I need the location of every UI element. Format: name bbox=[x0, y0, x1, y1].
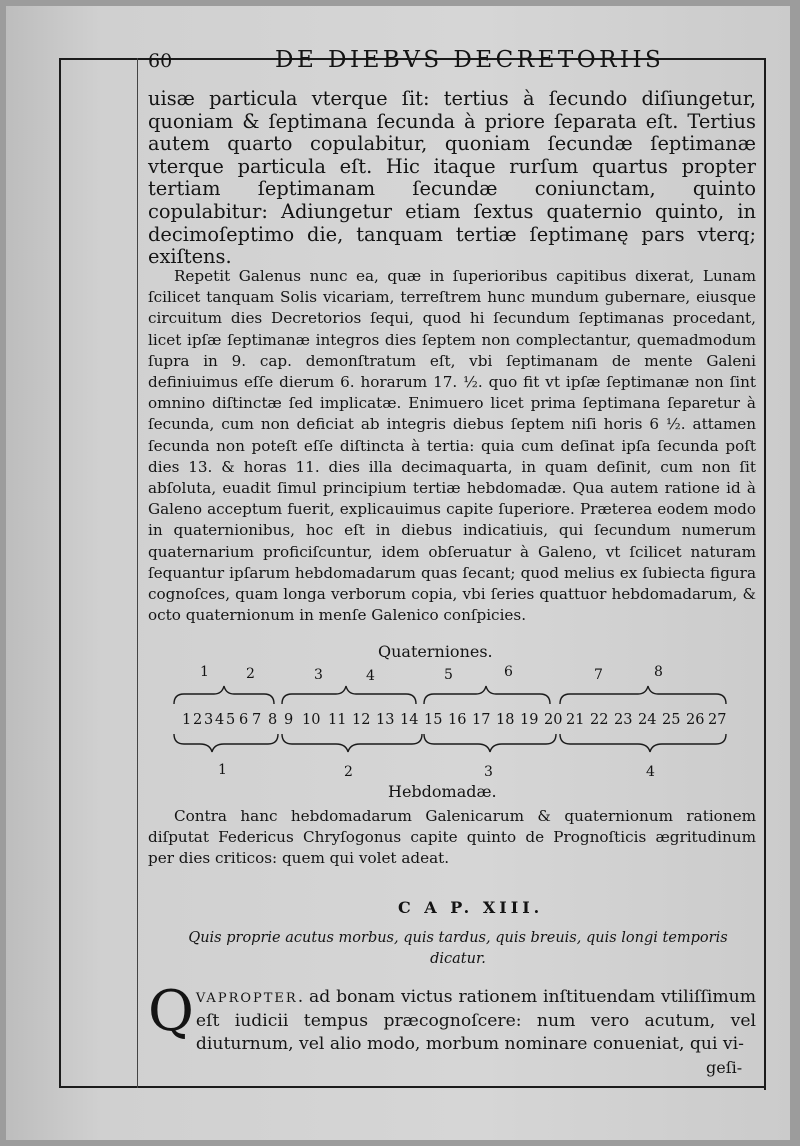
paragraph-3-text: Contra hanc hebdomadarum Galenicarum & quaternionum rationem diſputat Federicus Chryſogonus capite quinto de Prognoſticis ægritudinum per dies criticos: quem qui volet adeat. bbox=[148, 807, 756, 867]
quaternion-number: 1 bbox=[200, 664, 209, 680]
day-number: 6 bbox=[239, 712, 249, 728]
upper-brace-2 bbox=[282, 686, 416, 704]
day-number: 7 bbox=[252, 712, 262, 728]
day-number: 18 bbox=[496, 712, 515, 728]
day-number: 25 bbox=[662, 712, 681, 728]
day-number: 5 bbox=[226, 712, 236, 728]
day-number: 3 bbox=[204, 712, 214, 728]
quaternion-number: 7 bbox=[594, 667, 603, 683]
paragraph-2 bbox=[148, 266, 756, 626]
quaternion-number: 2 bbox=[246, 666, 255, 682]
lower-brace-1 bbox=[174, 734, 278, 752]
hebdomad-number: 3 bbox=[484, 764, 493, 780]
chapter-subheading: Quis proprie acutus morbus, quis tardus, quis breuis, quis longi temporis dicatur. bbox=[188, 930, 728, 967]
day-number: 15 bbox=[424, 712, 443, 728]
day-number: 10 bbox=[302, 712, 321, 728]
bottom-rule bbox=[59, 1086, 766, 1088]
quaternion-number: 8 bbox=[654, 664, 663, 680]
quaternion-number: 5 bbox=[444, 667, 453, 683]
day-number: 12 bbox=[352, 712, 371, 728]
hebdomad-number: 1 bbox=[218, 762, 227, 778]
upper-brace-1 bbox=[174, 686, 274, 704]
running-title: DE DIEBVS DECRETORIIS bbox=[275, 47, 665, 73]
day-number: 8 bbox=[268, 712, 278, 728]
opening-word: VAPROPTER bbox=[195, 991, 298, 1006]
day-number: 21 bbox=[566, 712, 585, 728]
upper-brace-3 bbox=[424, 686, 550, 704]
paragraph-3 bbox=[148, 806, 756, 869]
paragraph-1-text: uisæ particula vterque ſit: tertius à ſecundo diſiungetur, quoniam & ſeptimana ſecunda à priore ſeparata eſt. Tertius autem quarto copulabitur, quoniam ſecundæ ſeptimanæ vterque particula eſt. Hic itaque rurſum quartus propter tertiam ſeptimanam ſecundæ coniunctam, quinto copulabitur: Adiungetur etiam ſextus quaternio quinto, in decimoſeptimo die, tanquam tertiæ ſeptimanę pars vterq; exiſtens. bbox=[148, 87, 756, 269]
hebdomad-number: 4 bbox=[646, 764, 655, 780]
quaternion-number: 4 bbox=[366, 668, 375, 684]
catchword: geſi- bbox=[706, 1058, 743, 1077]
right-margin-rule bbox=[764, 60, 766, 1090]
hebdomad-number: 2 bbox=[344, 764, 353, 780]
day-number: 1 bbox=[182, 712, 192, 728]
day-number: 19 bbox=[520, 712, 539, 728]
paragraph-4 bbox=[148, 979, 756, 1056]
day-number: 27 bbox=[708, 712, 727, 728]
day-number: 4 bbox=[215, 712, 225, 728]
day-number: 16 bbox=[448, 712, 467, 728]
day-number: 14 bbox=[400, 712, 419, 728]
quaternion-number: 3 bbox=[314, 667, 323, 683]
day-number: 26 bbox=[686, 712, 705, 728]
chapter-heading: C A P. XIII. bbox=[398, 898, 544, 917]
day-number: 20 bbox=[544, 712, 563, 728]
drop-capital: Q bbox=[148, 979, 194, 1044]
lower-brace-3 bbox=[424, 734, 556, 752]
paragraph-1 bbox=[148, 88, 756, 269]
hebdomadae-label: Hebdomadæ. bbox=[388, 782, 497, 801]
quaternion-hebdomad-diagram bbox=[160, 664, 760, 784]
day-number: 11 bbox=[328, 712, 347, 728]
paragraph-4-text: . ad bonam victus rationem inſtituendam vtiliſſimum eſt iudicii tempus præcognoſcere: num vero acutum, vel diuturnum, vel alio modo, morbum nominare conueniat, qui vi- bbox=[195, 987, 756, 1054]
day-number: 22 bbox=[590, 712, 609, 728]
quaternion-number: 6 bbox=[504, 664, 513, 680]
lower-brace-2 bbox=[282, 734, 422, 752]
left-margin-rule bbox=[59, 58, 61, 1088]
paragraph-2-text: Repetit Galenus nunc ea, quæ in ſuperioribus capitibus dixerat, Lunam ſcilicet tanquam Solis vicariam, terreſtrem hunc mundum gubernare, eiusque circuitum dies Decretorios ſequi, quod hi ſecundum ſeptimanas procedant, licet ipſæ ſeptimanæ integros dies ſeptem non complectantur, quemadmodum ſupra in 9. cap. demonſtratum eſt, vbi ſeptimanam de mente Galeni definiuimus eſſe dierum 6. horarum 17. ½. quo fit vt ipſæ ſeptimanæ non ſint omnino diſtinctæ ſed implicatæ. Enimuero licet prima ſeptimana ſeparetur à ſecunda, cum non deficiat ab integris diebus ſeptem niſi horis 6 ½. attamen ſecunda non poteſt eſſe diſtincta à tertia: quia cum deſinat ipſa ſecunda poſt dies 13. & horas 11. dies illa decimaquarta, in quam deſinit, cum non ſit abſoluta, euadit ſimul principium tertiæ hebdomadæ. Qua autem ratione id à Galeno acceptum fuerit, explicauimus capite ſuperiore. Præterea eodem modo in quaternionibus, hoc eſt in diebus indicatiuis, qui ſecundum numerum quaternarium proficiſcuntur, idem obſeruatur à Galeno, vt ſcilicet naturam ſequantur ipſarum hebdomadarum quas ſecant; quod melius ex ſubiecta figura cognoſces, quam longa verborum copia, vbi ſeries quattuor hebdomadarum, & octo quaternionum in menſe Galenico conſpicies. bbox=[148, 267, 756, 625]
inner-margin-rule bbox=[137, 58, 138, 1088]
day-number: 17 bbox=[472, 712, 491, 728]
day-number: 13 bbox=[376, 712, 395, 728]
quaterniones-label: Quaterniones. bbox=[378, 642, 493, 661]
day-number: 2 bbox=[193, 712, 203, 728]
day-number: 9 bbox=[284, 712, 294, 728]
day-number: 23 bbox=[614, 712, 633, 728]
upper-brace-4 bbox=[560, 686, 726, 704]
running-head bbox=[0, 45, 800, 81]
day-number: 24 bbox=[638, 712, 657, 728]
page-number: 60 bbox=[148, 50, 173, 72]
lower-brace-4 bbox=[560, 734, 726, 752]
